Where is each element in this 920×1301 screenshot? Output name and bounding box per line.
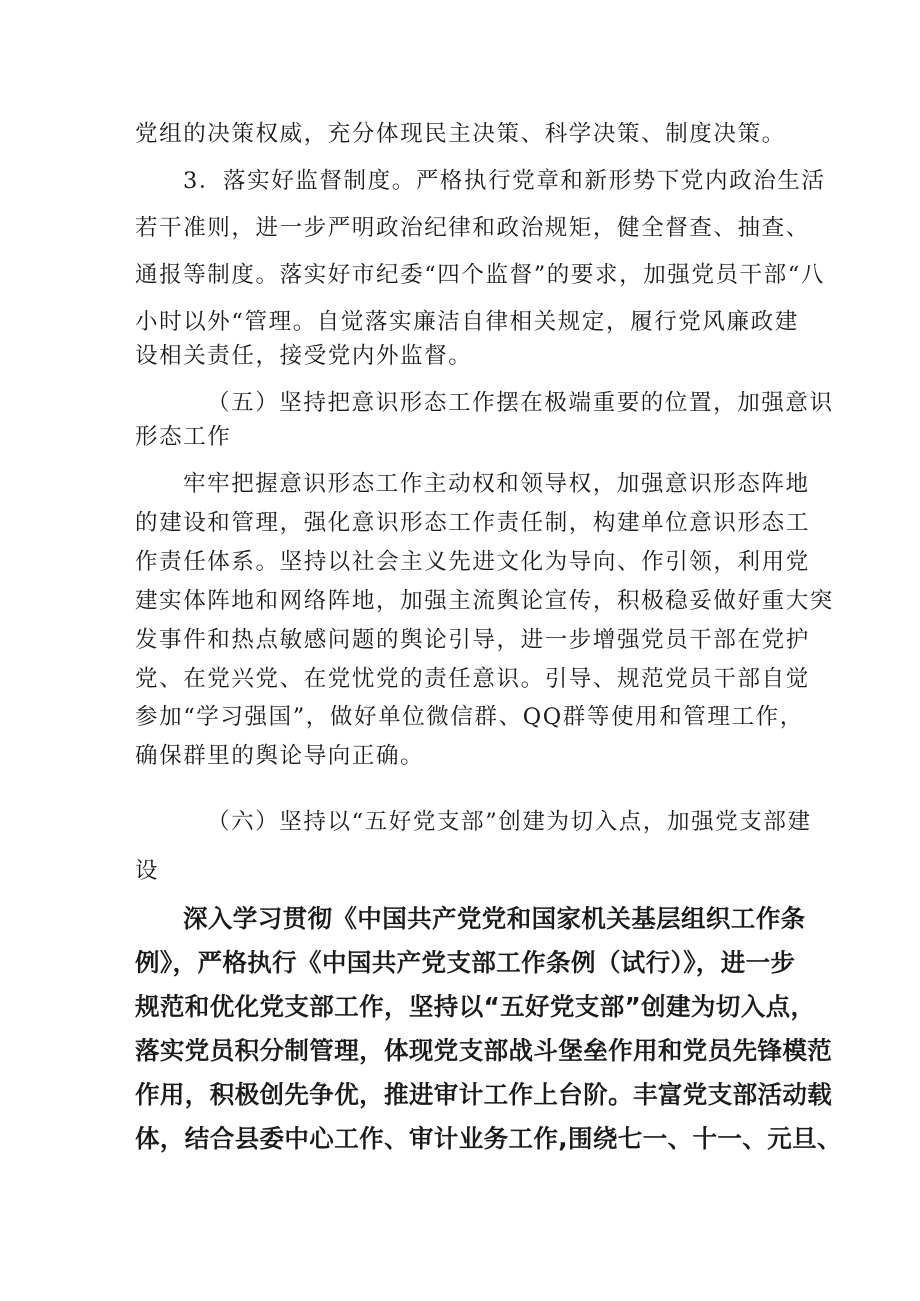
section-heading: （五）坚持把意识形态工作摆在极端重要的位置，加强意识 (207, 390, 834, 416)
text-line: 规范和优化党支部工作，坚持以“五好党支部”创建为切入点， (135, 992, 816, 1021)
text-line: 发事件和热点敏感问题的舆论引导，进一步增强党员干部在党护 (135, 627, 810, 653)
text-line: 落实党员积分制管理，体现党支部战斗堡垒作用和党员先锋模范 (135, 1036, 833, 1065)
text-line: 参加“学习强国”，做好单位微信群、QQ群等使用和管理工作， (135, 704, 804, 730)
text-line: 深入学习贯彻《中国共产党党和国家机关基层组织工作条 (183, 904, 806, 933)
section-heading: 形态工作 (135, 424, 232, 450)
text-line: 3．落实好监督制度。严格执行党章和新形势下党内政治生活 (183, 168, 826, 194)
text-line: 党组的决策权威，充分体现民主决策、科学决策、制度决策。 (135, 121, 786, 147)
text-line: 作责任体系。坚持以社会主义先进文化为导向、作引领，利用党 (135, 549, 810, 575)
text-line: 若干准则，进一步严明政治纪律和政治规矩，健全督查、抽查、 (135, 215, 810, 241)
text-line: 确保群里的舆论导向正确。 (135, 743, 425, 769)
text-line: 例》，严格执行《中国共产党支部工作条例（试行）》，进一步 (135, 948, 796, 977)
text-line: 的建设和管理，强化意识形态工作责任制，构建单位意识形态工 (135, 510, 810, 536)
text-line: 党、在党兴党、在党忧党的责任意识。引导、规范党员干部自觉 (135, 666, 810, 692)
text-line: 建实体阵地和网络阵地，加强主流舆论宣传，积极稳妥做好重大突 (135, 588, 834, 614)
text-line: 体，结合县委中心工作、审计业务工作,围绕七一、十一、元旦、 (135, 1124, 842, 1153)
text-line: 小时以外“管理。自觉落实廉洁自律相关规定，履行党风廉政建 (135, 309, 799, 335)
text-line: 作用，积极创先争优，推进审计工作上台阶。丰富党支部活动载 (135, 1080, 833, 1109)
section-heading: （六）坚持以“五好党支部”创建为切入点，加强党支部建 (207, 809, 812, 835)
text-line: 牢牢把握意识形态工作主动权和领导权，加强意识形态阵地 (183, 471, 810, 497)
section-heading: 设 (135, 858, 160, 884)
text-line: 设相关责任，接受党内外监督。 (135, 343, 473, 369)
text-line: 通报等制度。落实好市纪委“四个监督”的要求，加强党员干部“八 (135, 262, 826, 288)
